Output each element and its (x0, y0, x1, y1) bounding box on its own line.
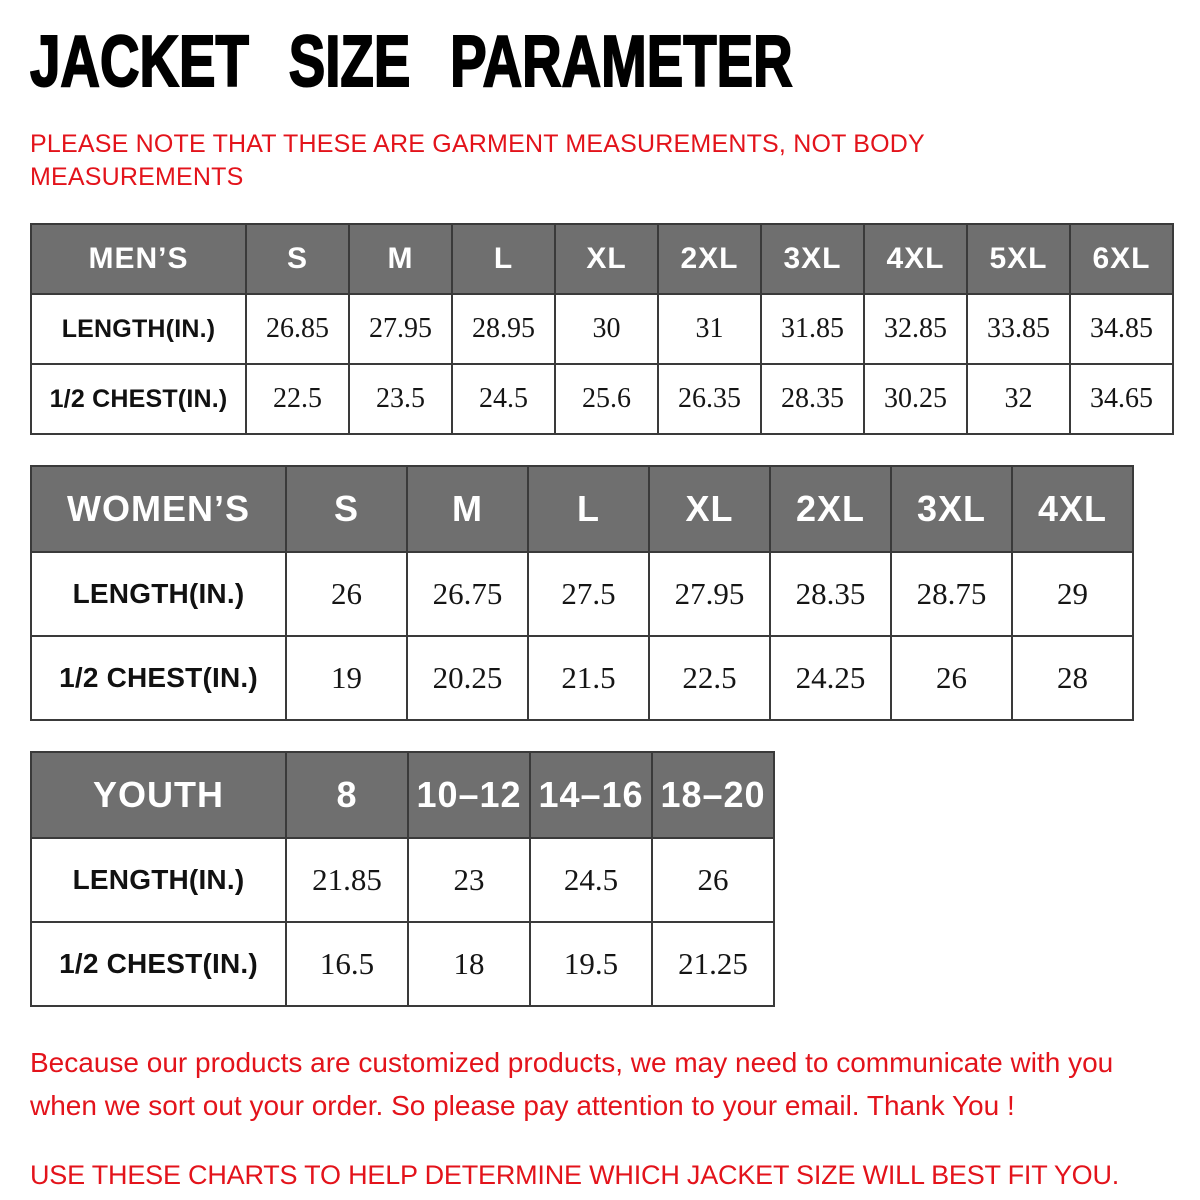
measurement-label: LENGTH(IN.) (31, 838, 286, 922)
measurement-value: 26 (891, 636, 1012, 720)
size-header-6xl: 6XL (1070, 224, 1173, 294)
table-group-label-womens: WOMEN’S (31, 466, 286, 552)
table-row (31, 552, 1133, 636)
garment-measurement-note (30, 128, 1180, 193)
garment-note-line-1: PLEASE NOTE THAT THESE ARE GARMENT MEASUREMENTS, NOT BODY (30, 130, 925, 158)
measurement-value: 20.25 (407, 636, 528, 720)
measurement-value: 27.5 (528, 552, 649, 636)
size-header-xl: XL (555, 224, 658, 294)
table-row (31, 922, 774, 1006)
measurement-label: 1/2 CHEST(IN.) (31, 636, 286, 720)
measurement-value: 23.5 (349, 364, 452, 434)
table-row (31, 364, 1173, 434)
size-header-xl: XL (649, 466, 770, 552)
measurement-value: 25.6 (555, 364, 658, 434)
measurement-value: 24.5 (452, 364, 555, 434)
measurement-value: 28.95 (452, 294, 555, 364)
size-header-l: L (528, 466, 649, 552)
measurement-value: 19 (286, 636, 407, 720)
size-header-14–16: 14–16 (530, 752, 652, 838)
measurement-value: 18 (408, 922, 530, 1006)
size-tables-container (30, 223, 1180, 1007)
measurement-value: 26.75 (407, 552, 528, 636)
measurement-value: 28 (1012, 636, 1133, 720)
measurement-value: 33.85 (967, 294, 1070, 364)
measurement-value: 34.85 (1070, 294, 1173, 364)
measurement-value: 26 (652, 838, 774, 922)
table-row (31, 838, 774, 922)
measurement-value: 28.35 (761, 364, 864, 434)
measurement-value: 21.25 (652, 922, 774, 1006)
size-header-10–12: 10–12 (408, 752, 530, 838)
measurement-value: 31.85 (761, 294, 864, 364)
measurement-value: 31 (658, 294, 761, 364)
measurement-value: 32.85 (864, 294, 967, 364)
measurement-value: 22.5 (649, 636, 770, 720)
measurement-value: 32 (967, 364, 1070, 434)
measurement-label: 1/2 CHEST(IN.) (31, 922, 286, 1006)
size-table-womens (30, 465, 1134, 721)
size-header-2xl: 2XL (658, 224, 761, 294)
measurement-value: 27.95 (649, 552, 770, 636)
measurement-value: 30.25 (864, 364, 967, 434)
measurement-value: 19.5 (530, 922, 652, 1006)
measurement-value: 26 (286, 552, 407, 636)
table-group-label-mens: MEN’S (31, 224, 246, 294)
measurement-value: 28.35 (770, 552, 891, 636)
measurement-value: 26.35 (658, 364, 761, 434)
size-table-mens (30, 223, 1174, 435)
page-title: JACKET SIZE PARAMETER (30, 22, 793, 102)
size-header-5xl: 5XL (967, 224, 1070, 294)
measurement-value: 23 (408, 838, 530, 922)
size-header-s: S (246, 224, 349, 294)
customization-note-line-2: when we sort out your order. So please pay attention to your email. Thank You ! (30, 1090, 1015, 1122)
measurement-value: 27.95 (349, 294, 452, 364)
size-header-s: S (286, 466, 407, 552)
measurement-value: 34.65 (1070, 364, 1173, 434)
measurement-value: 30 (555, 294, 658, 364)
table-row (31, 294, 1173, 364)
size-table-youth (30, 751, 775, 1007)
table-row (31, 636, 1133, 720)
measurement-label: LENGTH(IN.) (31, 552, 286, 636)
customization-note-line-1: Because our products are customized products, we may need to communicate with you (30, 1047, 1114, 1078)
measurement-value: 16.5 (286, 922, 408, 1006)
size-header-m: M (349, 224, 452, 294)
chart-usage-instruction: USE THESE CHARTS TO HELP DETERMINE WHICH JACKET SIZE WILL BEST FIT YOU. (30, 1159, 1120, 1190)
garment-note-line-2: MEASUREMENTS (30, 162, 244, 191)
table-header-row (31, 224, 1173, 294)
size-header-8: 8 (286, 752, 408, 838)
measurement-value: 21.5 (528, 636, 649, 720)
measurement-value: 29 (1012, 552, 1133, 636)
measurement-value: 28.75 (891, 552, 1012, 636)
measurement-value: 24.25 (770, 636, 891, 720)
measurement-label: LENGTH(IN.) (31, 294, 246, 364)
size-header-4xl: 4XL (864, 224, 967, 294)
table-header-row (31, 466, 1133, 552)
size-header-3xl: 3XL (761, 224, 864, 294)
size-header-l: L (452, 224, 555, 294)
measurement-value: 21.85 (286, 838, 408, 922)
table-header-row (31, 752, 774, 838)
size-header-3xl: 3XL (891, 466, 1012, 552)
measurement-value: 22.5 (246, 364, 349, 434)
size-header-18–20: 18–20 (652, 752, 774, 838)
measurement-value: 24.5 (530, 838, 652, 922)
size-header-m: M (407, 466, 528, 552)
table-group-label-youth: YOUTH (31, 752, 286, 838)
size-header-2xl: 2XL (770, 466, 891, 552)
measurement-value: 26.85 (246, 294, 349, 364)
measurement-label: 1/2 CHEST(IN.) (31, 364, 246, 434)
customization-note (30, 1041, 1180, 1128)
size-header-4xl: 4XL (1012, 466, 1133, 552)
